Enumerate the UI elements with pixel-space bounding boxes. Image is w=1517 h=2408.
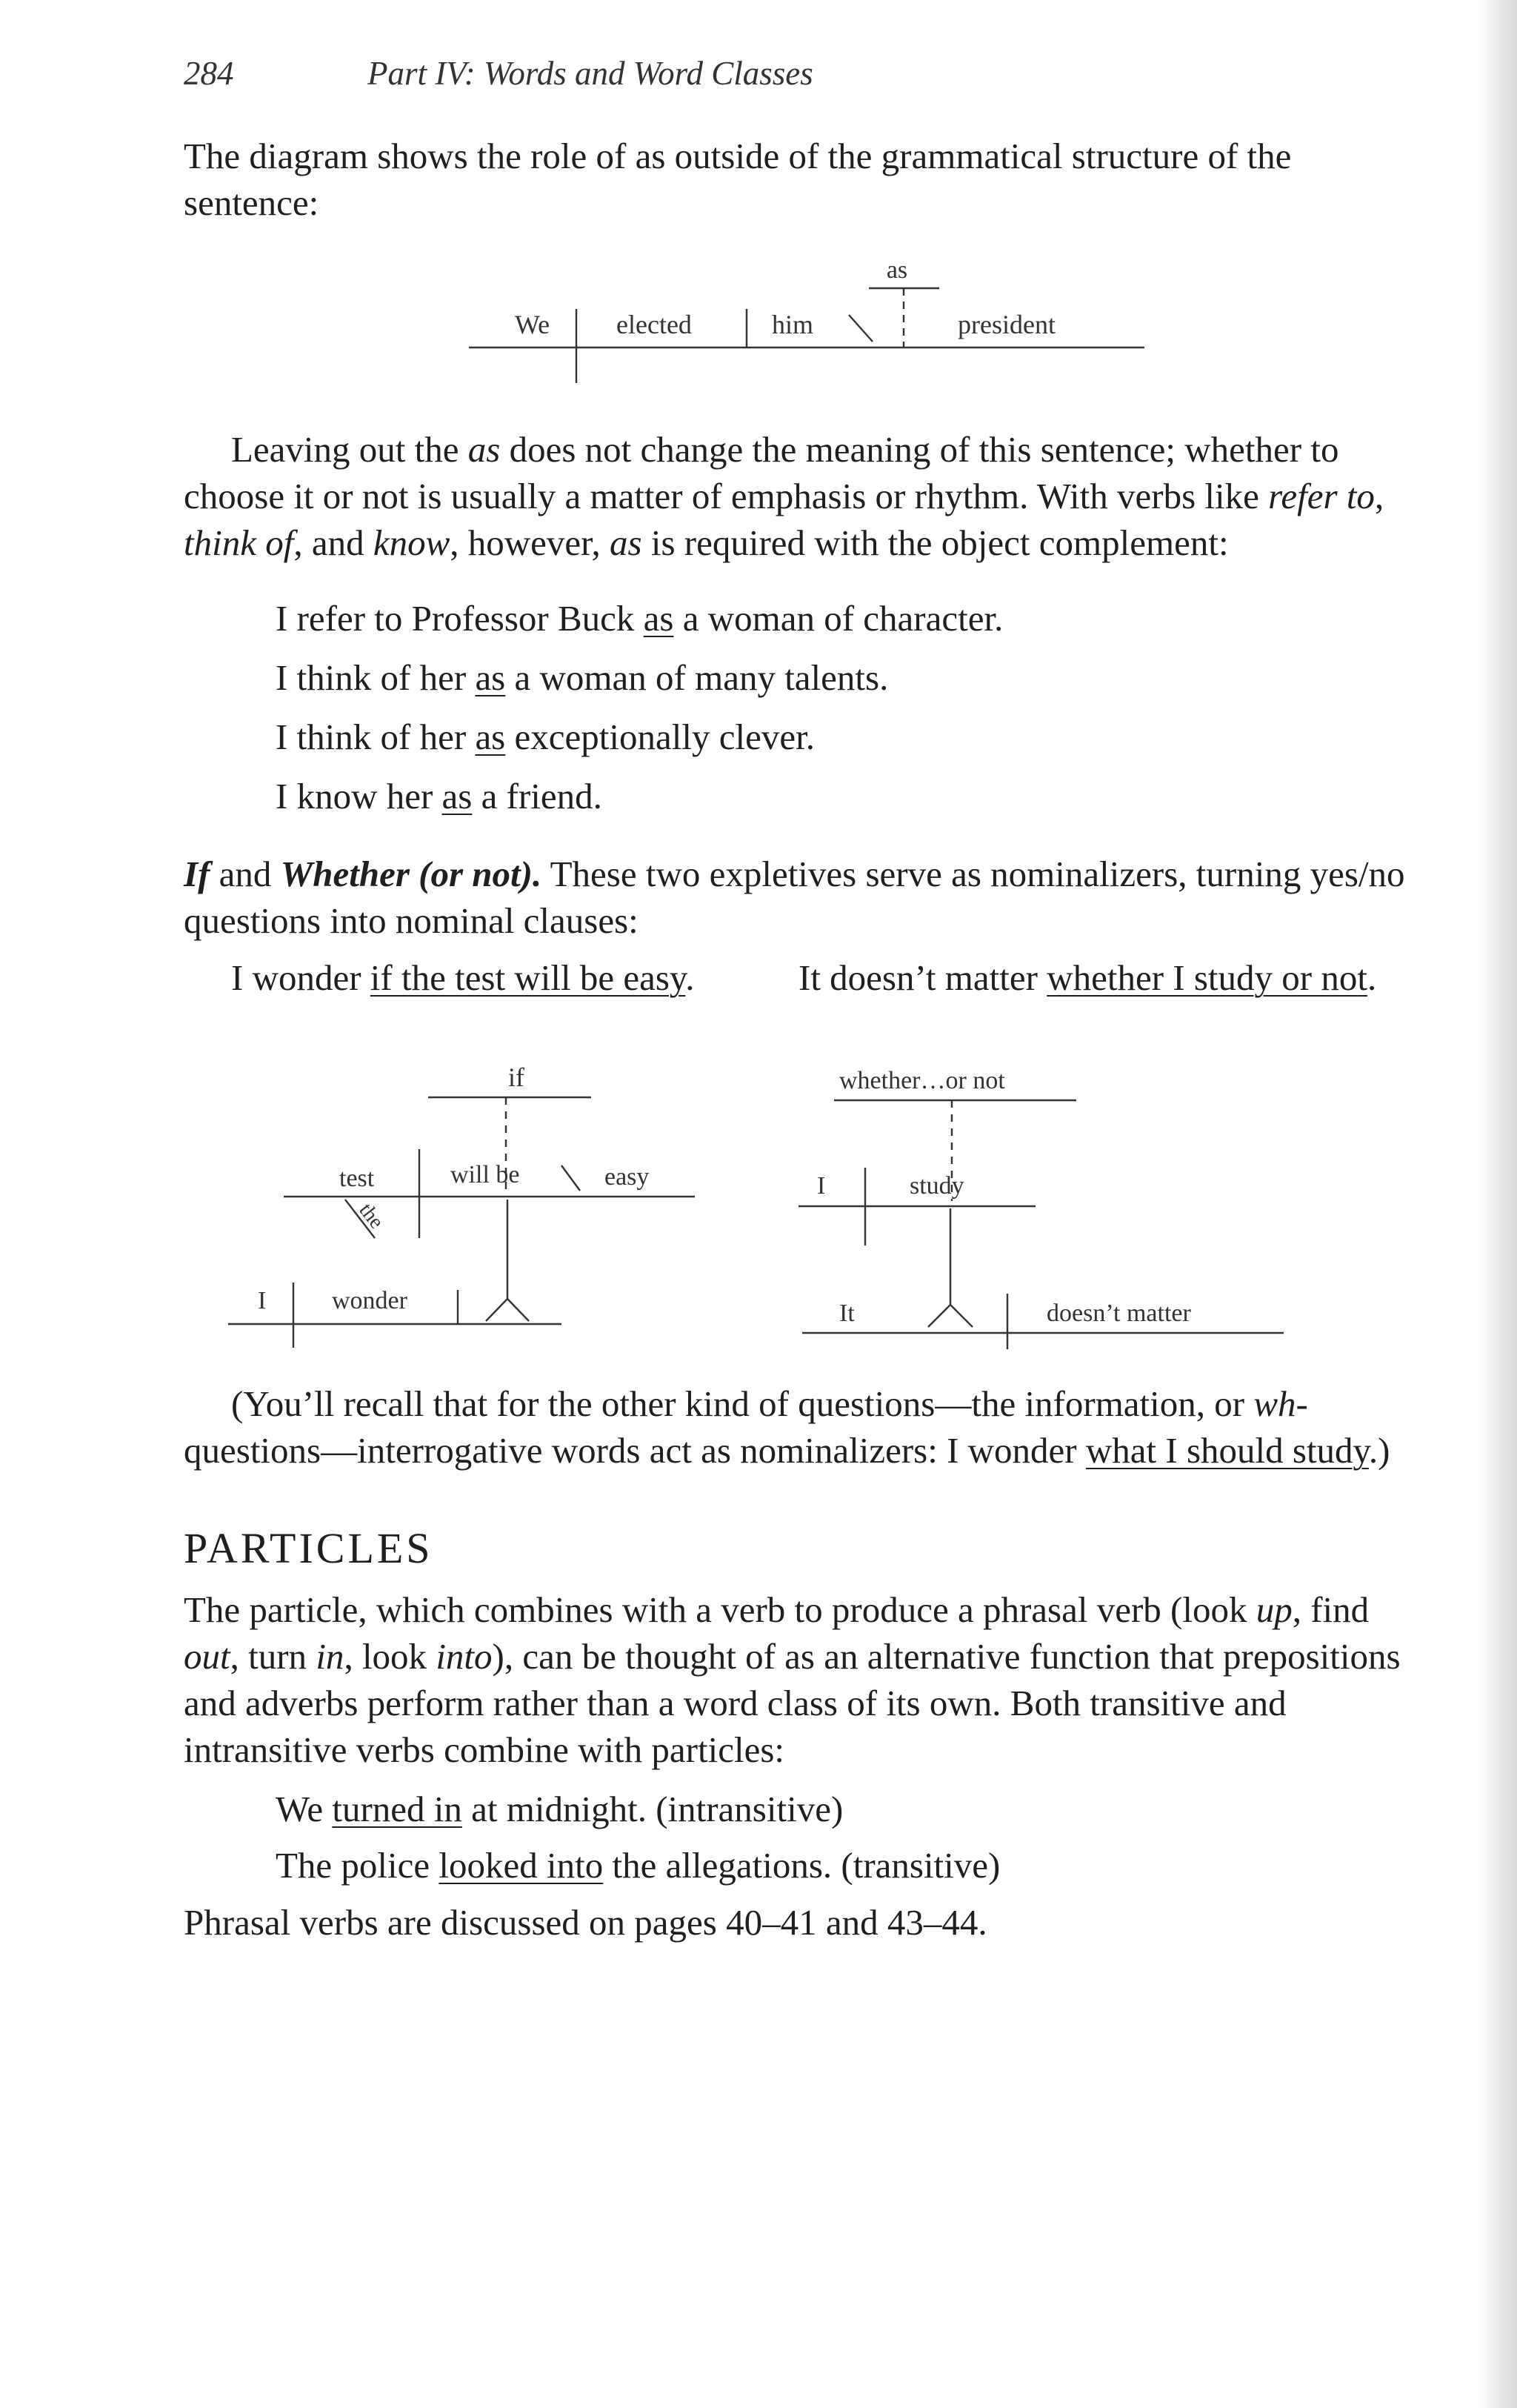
d2-test: test [339,1165,375,1192]
p4-in: in [316,1636,344,1677]
d3-study: study [910,1172,964,1200]
d2-i: I [258,1287,267,1314]
ex-text: I think of her [276,716,476,757]
p4-out: out [184,1636,230,1677]
closing-text: Phrasal verbs are discussed on pages 40–41 and 43–44. [184,1902,987,1943]
particle-examples [184,1786,1421,1889]
example-doesnt-matter [798,954,1406,1001]
ex-text: I think of her [276,657,476,698]
diagram-we-elected-him-president [184,256,1421,404]
ex-text: I refer to Professor Buck [276,598,644,639]
ex-text: the allegations. (transitive) [603,1845,1001,1886]
p2-text: These two expletives serve as nominalizers, turning yes/no questions into nominal clauses: [184,854,1405,941]
d1-as: as [886,256,908,284]
ex-text: exceptionally clever. [505,716,815,757]
p1-text: does not change the meaning of this sentence; whether to choose it or not is usually a matter of emphasis or rhythm. With verbs like [184,429,1339,516]
ex-text: I know her [276,776,442,816]
p1-as: as [467,429,501,470]
page-number: 284 [184,55,234,92]
d2-pedestal-right [507,1299,529,1321]
d2-complement-slash [561,1165,580,1191]
p4-text: , look [344,1636,436,1677]
d1-elected: elected [616,310,692,339]
ex-underlined: if the test will be easy [370,957,686,998]
d2-the: the [354,1199,388,1234]
paragraph-if-whether [184,851,1421,944]
as-examples [184,596,1421,819]
ex-as: as [475,657,506,698]
example-sentence [276,1843,1421,1889]
ex-as: as [441,776,473,816]
d1-we: We [515,310,550,339]
running-title: Part IV: Words and Word Classes [367,55,813,92]
p1-think-of: think of [184,522,294,563]
ex-text: a friend. [472,776,602,816]
ex-underlined: turned in [332,1789,462,1829]
p1-refer-to: refer to [1268,476,1375,516]
nominal-clause-examples [231,954,1421,1001]
p1-text: , however, [450,522,610,563]
p4-text: ), can be thought of as an alternative function that prepositions and adverbs perform rather than a word class of its own. Both transitive and intransitive verbs combine with particles: [184,1636,1401,1770]
example-sentence [276,1786,1421,1832]
d1-president: president [958,310,1056,339]
p3-underlined: what I should study [1085,1430,1369,1471]
d2-pedestal-left [486,1299,507,1321]
ex-text: The police [276,1845,439,1886]
d2-if: if [508,1062,524,1092]
ex-underlined: looked into [439,1845,604,1886]
ex-as: as [643,598,674,639]
ex-text: I wonder [231,957,370,998]
p2-text: and [210,854,281,894]
p1-as: as [610,522,642,563]
p4-up: up [1256,1589,1293,1630]
ex-underlined: whether I study or not [1047,957,1367,998]
p1-know: know [373,522,450,563]
p4-text: The particle, which combines with a verb to produce a phrasal verb (look [184,1589,1256,1630]
p4-text: , turn [230,1636,316,1677]
section-heading-particles: PARTICLES [184,1524,433,1572]
running-header [184,50,1421,97]
page-gutter-shadow [1478,0,1517,2408]
p3-text: questions—interrogative words act as nominalizers: I wonder [184,1430,1086,1471]
paragraph-particles [184,1586,1421,1773]
d3-pedestal-left [928,1305,950,1327]
p1-text: is required with the object complement: [641,522,1229,563]
intro-paragraph [184,133,1421,226]
d1-him: him [772,310,814,339]
example-sentence [276,596,1421,642]
d2-will-be: will be [450,1161,520,1188]
ex-text: at midnight. (intransitive) [461,1789,844,1829]
ex-text: a woman of many talents. [505,657,889,698]
ex-text: . [1367,957,1377,998]
p1-text: Leaving out the [231,429,468,470]
d3-doesnt-matter: doesn’t matter [1047,1300,1191,1327]
p1-text: , and [293,522,373,563]
d1-complement-slash [849,315,873,342]
example-wonder [231,954,798,1001]
d3-it: It [839,1300,855,1327]
p2-if: If [184,854,210,894]
ex-as: as [475,716,506,757]
d2-easy: easy [604,1163,650,1191]
diagrams-if-whether [184,1016,1421,1349]
example-sentence [276,655,1421,701]
closing-sentence [184,1899,1421,1946]
intro-text: The diagram shows the role of as outside of the grammatical structure of the sentence: [184,136,1292,223]
d2-wonder: wonder [332,1287,407,1314]
paragraph-leaving-out-as [184,426,1421,566]
p3-wh: wh- [1253,1383,1308,1424]
example-sentence [276,774,1421,819]
ex-text: a woman of character. [673,598,1004,639]
ex-text: It doesn’t matter [798,957,1047,998]
book-page [184,50,1421,1946]
ex-text: We [276,1789,333,1829]
p3-text: (You’ll recall that for the other kind of questions—the information, or [231,1383,1254,1424]
ex-text: . [685,957,695,998]
d3-whether-or-not: whether…or not [839,1067,1005,1094]
example-sentence [276,714,1421,760]
d3-pedestal-right [950,1305,973,1327]
d3-i: I [817,1172,826,1200]
p4-into: into [436,1636,493,1677]
paragraph-wh-questions [184,1380,1421,1474]
p4-text: , find [1292,1589,1370,1630]
p1-text: , [1374,476,1384,516]
p2-whether: Whether (or not). [280,854,542,894]
p3-text: .) [1368,1430,1390,1471]
